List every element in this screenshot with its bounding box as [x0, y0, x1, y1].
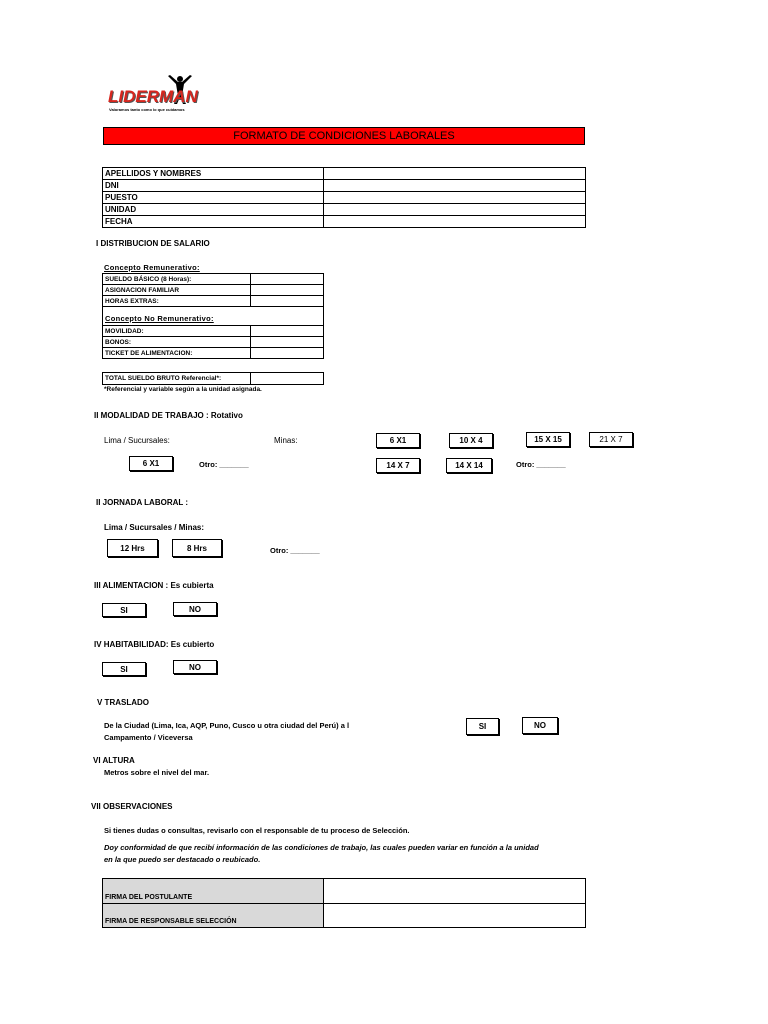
position-field[interactable]	[324, 192, 586, 204]
date-field[interactable]	[324, 216, 586, 228]
form-title: FORMATO DE CONDICIONES LABORALES	[103, 127, 585, 145]
unit-field[interactable]	[324, 204, 586, 216]
signature-table	[102, 878, 586, 928]
consultation-note: Si tienes dudas o consultas, revisarlo con el responsable de tu proceso de Selección.	[104, 826, 410, 835]
table-row	[103, 326, 324, 337]
altitude-text: Metros sobre el nivel del mar.	[104, 768, 210, 777]
remunerative-table	[102, 273, 324, 307]
recruiter-signature-label: FIRMA DE RESPONSABLE SELECCIÓN	[103, 904, 324, 928]
field-label: DNI	[103, 180, 324, 192]
food-yes-option[interactable]: SI	[102, 603, 146, 617]
table-row	[103, 879, 586, 904]
bonus-field[interactable]	[251, 337, 324, 348]
mines-option-21x7[interactable]: 21 X 7	[589, 432, 633, 447]
remunerative-label: Concepto Remunerativo:	[104, 263, 200, 272]
lima-label: Lima / Sucursales:	[104, 436, 170, 445]
mines-option-6x1[interactable]: 6 X1	[376, 433, 420, 448]
mines-option-15x15[interactable]: 15 X 15	[526, 432, 570, 447]
salary-item-label: ASIGNACION FAMILIAR	[103, 285, 251, 296]
transfer-description-line2: Campamento / Viceversa	[104, 733, 193, 742]
field-label: UNIDAD	[103, 204, 324, 216]
conformity-text-line2: en la que puedo ser destacado o reubicado.	[104, 855, 261, 864]
transfer-yes-option[interactable]: SI	[466, 718, 499, 735]
table-row	[103, 348, 324, 359]
total-salary-table	[102, 372, 324, 385]
salary-item-label: SUELDO BÁSICO (8 Horas):	[103, 274, 251, 285]
section-heading-altitude: VI ALTURA	[93, 756, 135, 765]
workday-location-label: Lima / Sucursales / Minas:	[104, 523, 205, 532]
transfer-description-line1: De la Ciudad (Lima, Ica, AQP, Puno, Cusco u otra ciudad del Perú) a l	[104, 721, 350, 730]
table-row	[103, 216, 586, 228]
table-row	[103, 904, 586, 928]
logo-wordmark: LIDERMAN	[108, 87, 198, 106]
food-no-option[interactable]: NO	[173, 602, 217, 616]
table-row	[103, 337, 324, 348]
salary-footnote: *Referencial y variable según a la unidad asignada.	[104, 386, 262, 393]
section-heading-work-mode: II MODALIDAD DE TRABAJO : Rotativo	[94, 411, 243, 420]
total-salary-field[interactable]	[251, 373, 324, 385]
table-row	[103, 274, 324, 285]
lima-other-field[interactable]: Otro: _______	[199, 460, 249, 469]
table-row	[103, 204, 586, 216]
workday-option-12hrs[interactable]: 12 Hrs	[107, 539, 158, 557]
base-salary-field[interactable]	[251, 274, 324, 285]
section-heading-workday: II JORNADA LABORAL :	[96, 498, 188, 507]
workday-option-8hrs[interactable]: 8 Hrs	[172, 539, 222, 557]
table-row	[103, 168, 586, 180]
recruiter-signature-field[interactable]	[324, 904, 586, 928]
company-logo	[106, 74, 206, 116]
field-label: APELLIDOS Y NOMBRES	[103, 168, 324, 180]
section-heading-observations: VII OBSERVACIONES	[91, 802, 173, 811]
housing-yes-option[interactable]: SI	[102, 662, 146, 676]
mines-other-field[interactable]: Otro: _______	[516, 460, 566, 469]
conformity-text-line1: Doy conformidad de que recibí información de las condiciones de trabajo, las cuales pueden variar en función a la unidad	[104, 843, 539, 852]
total-salary-label: TOTAL SUELDO BRUTO Referencial*:	[103, 373, 251, 385]
non-remunerative-table	[102, 325, 324, 359]
table-row	[103, 285, 324, 296]
housing-no-option[interactable]: NO	[173, 660, 217, 674]
section-heading-salary: I DISTRIBUCION DE SALARIO	[96, 239, 210, 248]
non-remunerative-label-cell	[102, 307, 324, 325]
table-row	[103, 373, 324, 385]
field-label: FECHA	[103, 216, 324, 228]
salary-item-label: HORAS EXTRAS:	[103, 296, 251, 307]
applicant-signature-field[interactable]	[324, 879, 586, 904]
table-row	[103, 296, 324, 307]
mines-label: Minas:	[274, 436, 298, 445]
mobility-field[interactable]	[251, 326, 324, 337]
overtime-field[interactable]	[251, 296, 324, 307]
section-heading-housing: IV HABITABILIDAD: Es cubierto	[94, 640, 215, 649]
applicant-signature-label: FIRMA DEL POSTULANTE	[103, 879, 324, 904]
section-heading-food: III ALIMENTACION : Es cubierta	[94, 581, 214, 590]
salary-item-label: TICKET DE ALIMENTACION:	[103, 348, 251, 359]
field-label: PUESTO	[103, 192, 324, 204]
dni-field[interactable]	[324, 180, 586, 192]
personal-data-table	[102, 167, 586, 228]
lima-option-6x1[interactable]: 6 X1	[129, 456, 173, 471]
workday-other-field[interactable]: Otro: _______	[270, 546, 320, 555]
logo-tagline: Valoramos tanto como lo que cuidamos	[109, 107, 185, 112]
name-field[interactable]	[324, 168, 586, 180]
table-row	[103, 192, 586, 204]
meal-ticket-field[interactable]	[251, 348, 324, 359]
table-row	[103, 180, 586, 192]
salary-item-label: BONOS:	[103, 337, 251, 348]
non-remunerative-label: Concepto No Remunerativo:	[105, 314, 214, 323]
mines-option-14x14[interactable]: 14 X 14	[446, 458, 492, 473]
transfer-no-option[interactable]: NO	[522, 717, 558, 734]
salary-item-label: MOVILIDAD:	[103, 326, 251, 337]
mines-option-14x7[interactable]: 14 X 7	[376, 458, 420, 473]
mines-option-10x4[interactable]: 10 X 4	[449, 433, 493, 448]
section-heading-transfer: V TRASLADO	[97, 698, 149, 707]
family-allowance-field[interactable]	[251, 285, 324, 296]
